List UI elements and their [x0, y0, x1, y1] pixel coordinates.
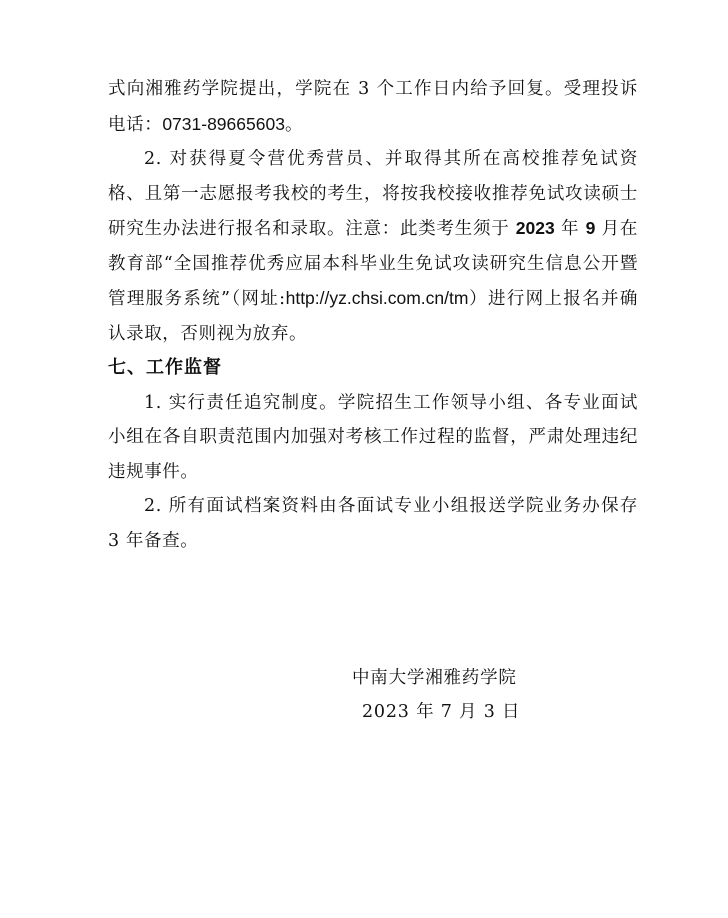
signature-date: 2023 年 7 月 3 日: [362, 702, 521, 722]
recommendation-year: 2023: [515, 218, 555, 238]
section-heading-supervision: 七、工作监督: [108, 357, 222, 378]
complaint-phone: 0731-89665603: [162, 113, 285, 134]
recommendation-url: http://yz.chsi.com.cn/tm: [285, 288, 469, 308]
document-body: [108, 72, 638, 558]
paragraph-archives: 2. 所有面试档案资料由各面试专业小组报送学院业务办保存 3 年备查。: [108, 496, 638, 551]
recommendation-text-c: 月在教育部“全国推荐优秀应届本科毕业生免试攻读研究生信息公开暨管理服务系统”（网址:: [108, 219, 638, 309]
complaint-text: 式向湘雅药学院提出，学院在 3 个工作日内给予回复。受理投诉电话：: [108, 79, 638, 135]
signature-block: [352, 661, 552, 729]
paragraph-complaint: [108, 72, 638, 142]
paragraph-accountability: 1. 实行责任追究制度。学院招生工作领导小组、各专业面试小组在各自职责范围内加强对考核工作过程的监督，严肃处理违纪违规事件。: [108, 392, 638, 482]
recommendation-text-d: ）进行网上报名并确认录取，否则视为放弃。: [108, 289, 638, 344]
recommendation-month: 9: [585, 218, 596, 238]
paragraph-recommendation: [108, 142, 638, 351]
recommendation-text-a: 2. 对获得夏令营优秀营员、并取得其所在高校推荐免试资格、且第一志愿报考我校的考生，将按我校接收推荐免试攻读硕士研究生办法进行报名和录取。注意：此类考生须于: [108, 149, 638, 239]
signature-organization: 中南大学湘雅药学院: [352, 668, 517, 688]
complaint-text-end: 。: [284, 114, 304, 135]
recommendation-text-b: 年: [554, 219, 586, 239]
